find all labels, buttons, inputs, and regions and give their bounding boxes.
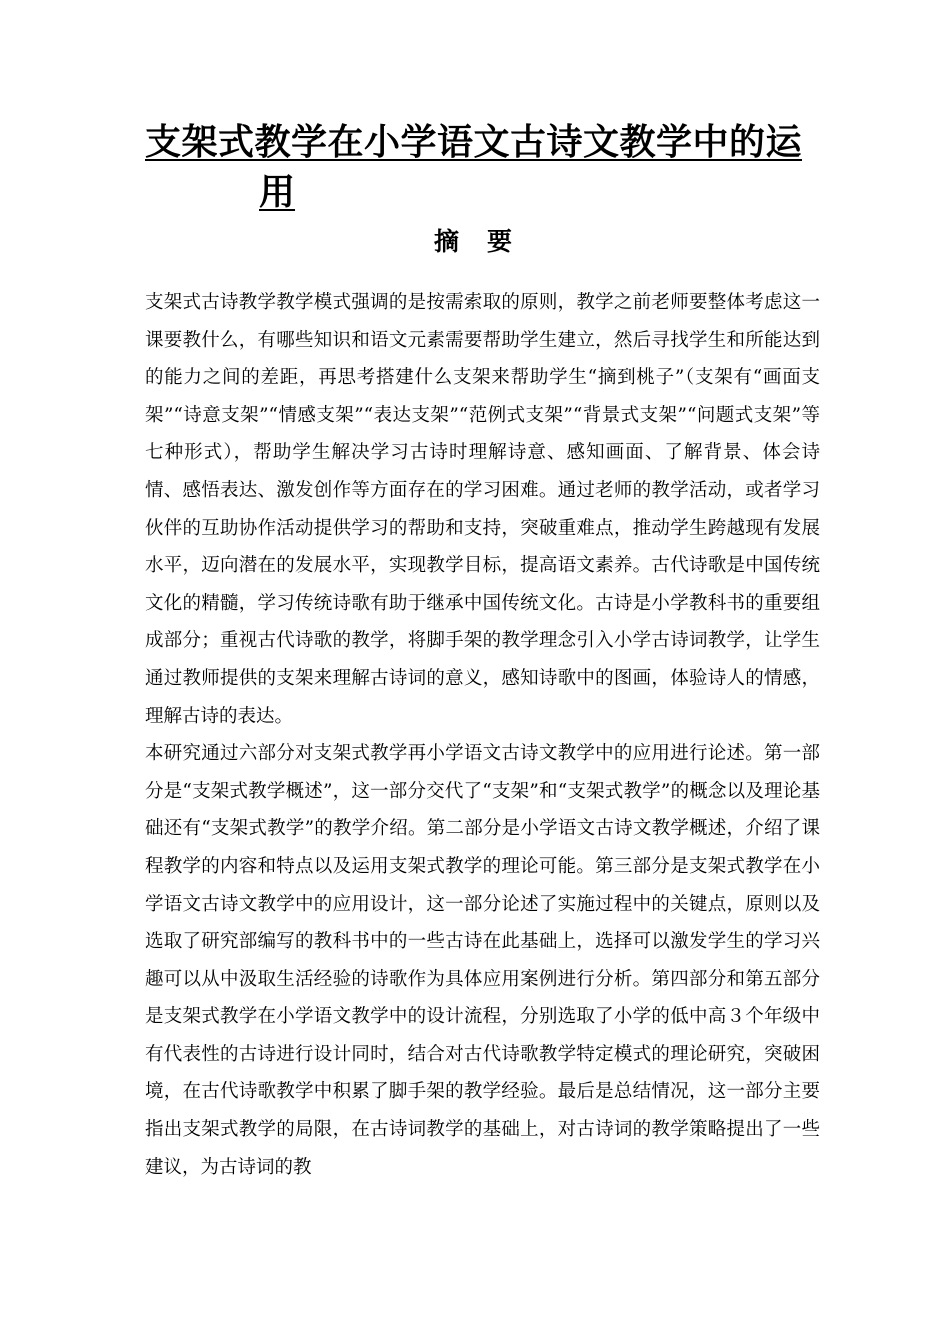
- abstract-heading: 摘要: [433, 227, 540, 256]
- title-line-1: 支架式教学在小学语文古诗文教学中的运: [145, 122, 803, 163]
- abstract-paragraph-1: 支架式古诗教学教学模式强调的是按需索取的原则，教学之前老师要整体考虑这一课要教什么，有哪些知识和语文元素需要帮助学生建立，然后寻找学生和所能达到的能力之间的差距，再思考搭建什么支架来帮助学生“摘到桃子”（支架有“画面支架”“诗意支架”“情感支架”“表达支架”“范例式支架”“背景式支架”“问题式支架”等七种形式），帮助学生解决学习古诗时理解诗意、感知画面、了解背景、体会诗情、感悟表达、激发创作等方面存在的学习困难。通过老师的教学活动，或者学习伙伴的互助协作活动提供学习的帮助和支持，突破重难点，推动学生跨越现有发展水平，迈向潜在的发展水平，实现教学目标，提高语文素养。古代诗歌是中国传统文化的精髓，学习传统诗歌有助于继承中国传统文化。古诗是小学教科书的重要组成部分；重视古代诗歌的教学，将脚手架的教学理念引入小学古诗词教学，让学生通过教师提供的支架来理解古诗词的意义，感知诗歌中的图画，体验诗人的情感，理解古诗的表达。: [145, 292, 820, 727]
- document-title: [145, 118, 815, 218]
- title-line-2: 用: [259, 172, 296, 213]
- abstract-body: [145, 284, 820, 1186]
- abstract-paragraph-2: 本研究通过六部分对支架式教学再小学语文古诗文教学中的应用进行论述。第一部分是“支架式教学概述”，这一部分交代了“支架”和“支架式教学”的概念以及理论基础还有“支架式教学”的教学介绍。第二部分是小学语文古诗文教学概述，介绍了课程教学的内容和特点以及运用支架式教学的理论可能。第三部分是支架式教学在小学语文古诗文教学中的应用设计，这一部分论述了实施过程中的关键点，原则以及选取了研究部编写的教科书中的一些古诗在此基础上，选择可以激发学生的学习兴趣可以从中汲取生活经验的诗歌作为具体应用案例进行分析。第四部分和第五部分是支架式教学在小学语文教学中的设计流程，分别选取了小学的低中高３个年级中有代表性的古诗进行设计同时，结合对古代诗歌教学特定模式的理论研究，突破困境，在古代诗歌教学中积累了脚手架的教学经验。最后是总结情况，这一部分主要指出支架式教学的局限，在古诗词教学的基础上，对古诗词的教学策略提出了一些建议，为古诗词的教: [145, 743, 820, 1178]
